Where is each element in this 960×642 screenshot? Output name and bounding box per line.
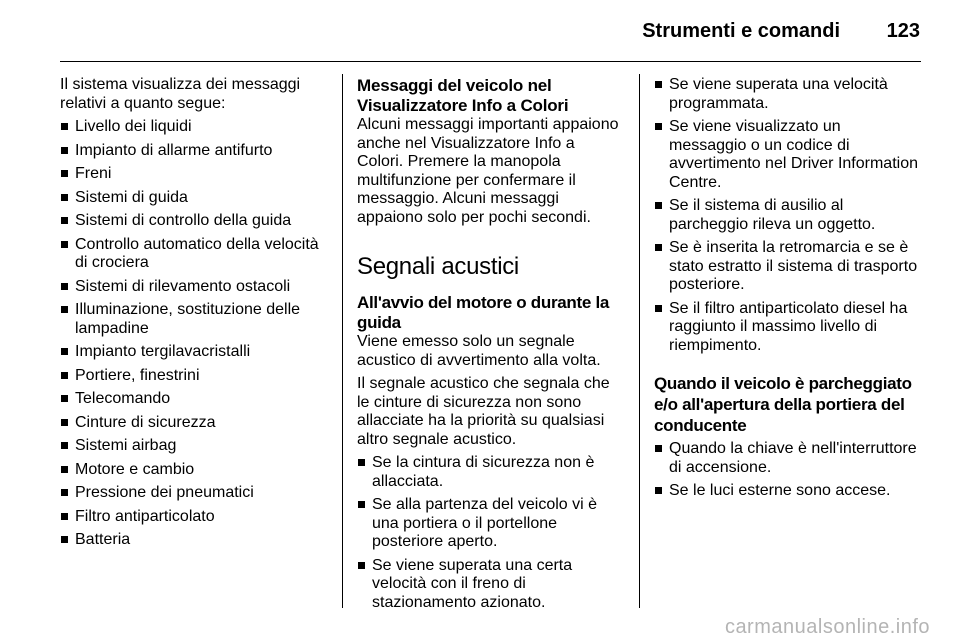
list-item — [60, 531, 328, 550]
list-item-text: Se viene visualizzato un messaggio o un codice di avvertimento nel Driver Information Centre. — [669, 118, 918, 191]
square-bullet-icon — [61, 283, 68, 290]
square-bullet-icon — [61, 241, 68, 248]
square-bullet-icon — [61, 489, 68, 496]
list-item-text: Se la cintura di sicurezza non è allacciata. — [372, 454, 595, 490]
square-bullet-icon — [655, 487, 662, 494]
column-1 — [60, 76, 328, 555]
list-item-text: Pressione dei pneumatici — [75, 484, 254, 501]
list-item — [654, 76, 922, 113]
list-item-text: Freni — [75, 165, 112, 182]
list-item — [60, 484, 328, 503]
square-bullet-icon — [61, 147, 68, 154]
square-bullet-icon — [61, 194, 68, 201]
list-item — [60, 343, 328, 362]
list-item — [60, 367, 328, 386]
parked-conditions-list — [654, 440, 922, 501]
list-item-text: Portiere, finestrini — [75, 366, 200, 384]
square-bullet-icon — [655, 123, 662, 130]
list-item — [654, 440, 922, 477]
list-item-text: Se il sistema di ausilio al parcheggio rileva un oggetto. — [669, 197, 876, 233]
list-item-text: Se viene superata una certa velocità con il freno di stazionamento azionato. — [372, 556, 573, 611]
list-item — [60, 236, 328, 273]
page-number: 123 — [886, 20, 920, 42]
column-divider-1 — [342, 74, 343, 608]
list-item — [60, 212, 328, 231]
list-item — [357, 496, 623, 552]
list-item — [654, 197, 922, 234]
message-topics-list — [60, 118, 328, 550]
square-bullet-icon — [61, 419, 68, 426]
list-item — [60, 142, 328, 161]
square-bullet-icon — [655, 445, 662, 452]
list-item-text: Sistemi di rilevamento ostacoli — [75, 277, 291, 295]
list-item — [60, 278, 328, 297]
square-bullet-icon — [358, 459, 365, 466]
list-item — [357, 454, 623, 491]
list-item-text: Illuminazione, sostituzione delle lampadine — [75, 301, 301, 337]
column-divider-2 — [639, 74, 640, 608]
square-bullet-icon — [358, 562, 365, 569]
list-item — [654, 482, 922, 501]
square-bullet-icon — [61, 170, 68, 177]
square-bullet-icon — [61, 466, 68, 473]
list-item — [357, 557, 623, 613]
column-3 — [654, 76, 922, 506]
list-item-text: Cinture di sicurezza — [75, 413, 216, 431]
list-item-text: Se le luci esterne sono accese. — [669, 482, 891, 499]
list-item — [654, 118, 922, 192]
list-item-text: Se il filtro antiparticolato diesel ha raggiunto il massimo livello di riempimento. — [669, 299, 908, 354]
start-paragraph-2: Il segnale acustico che segnala che le cinture di sicurezza non sono allacciate ha la priorità su qualsiasi altro segnale acustico. — [357, 375, 610, 448]
list-item-text: Se alla partenza del veicolo vi è una portiera o il portellone posteriore aperto. — [372, 496, 598, 550]
header-divider — [60, 61, 921, 62]
list-item-text: Filtro antiparticolato — [75, 507, 215, 525]
list-item — [60, 118, 328, 137]
heading-engine-start: All'avvio del motore o durante la guida — [357, 293, 610, 332]
square-bullet-icon — [655, 81, 662, 88]
list-item-text: Sistemi airbag — [75, 437, 177, 454]
list-item-text: Sistemi di controllo della guida — [75, 212, 292, 229]
list-item — [60, 414, 328, 433]
square-bullet-icon — [61, 442, 68, 449]
list-item — [60, 189, 328, 208]
list-item — [60, 508, 328, 527]
list-item-text: Telecomando — [75, 390, 171, 407]
heading-vehicle-messages: Messaggi del veicolo nel Visualizzatore Info a Colori — [357, 76, 569, 115]
list-item-text: Se è inserita la retromarcia e se è stato estratto il sistema di trasporto posteriore. — [669, 239, 918, 293]
square-bullet-icon — [61, 306, 68, 313]
list-item — [60, 461, 328, 480]
list-item-text: Livello dei liquidi — [75, 118, 192, 135]
square-bullet-icon — [61, 395, 68, 402]
messages-paragraph: Alcuni messaggi importanti appaiono anche nel Visualizzatore Info a Colori. Premere la manopola multifunzione per confermare il messaggio. Alcuni messaggi appaiono solo per pochi secondi. — [357, 116, 619, 226]
square-bullet-icon — [61, 217, 68, 224]
heading-parked-vehicle: Quando il veicolo è parcheggiato e/o all'apertura della portiera del conducente — [654, 374, 912, 435]
list-item-text: Sistemi di guida — [75, 188, 188, 206]
start-paragraph-1: Viene emesso solo un segnale acustico di avvertimento alla volta. — [357, 333, 601, 369]
heading-acoustic-signals: Segnali acustici — [357, 253, 519, 280]
list-item — [60, 390, 328, 409]
list-item-text: Impianto di allarme antifurto — [75, 141, 273, 159]
square-bullet-icon — [655, 305, 662, 312]
list-item-text: Quando la chiave è nell'interruttore di accensione. — [669, 440, 917, 476]
page-header-title: Strumenti e comandi — [642, 20, 840, 42]
list-item-text: Controllo automatico della velocità di crociera — [75, 235, 319, 271]
square-bullet-icon — [358, 501, 365, 508]
list-item — [60, 165, 328, 184]
list-item — [60, 301, 328, 338]
square-bullet-icon — [61, 536, 68, 543]
list-item-text: Se viene superata una velocità programmata. — [669, 76, 888, 112]
square-bullet-icon — [61, 348, 68, 355]
intro-text: Il sistema visualizza dei messaggi relativi a quanto segue: — [60, 76, 301, 112]
square-bullet-icon — [61, 372, 68, 379]
watermark-text: carmanualsonline.info — [724, 616, 930, 638]
list-item-text: Motore e cambio — [75, 460, 195, 478]
signal-conditions-list-continued — [654, 76, 922, 355]
square-bullet-icon — [61, 513, 68, 520]
signal-conditions-list — [357, 454, 623, 612]
list-item — [654, 300, 922, 356]
square-bullet-icon — [655, 202, 662, 209]
column-2 — [357, 76, 623, 617]
list-item — [60, 437, 328, 456]
square-bullet-icon — [655, 244, 662, 251]
list-item-text: Impianto tergilavacristalli — [75, 343, 251, 360]
square-bullet-icon — [61, 123, 68, 130]
list-item — [654, 239, 922, 295]
list-item-text: Batteria — [75, 531, 131, 548]
